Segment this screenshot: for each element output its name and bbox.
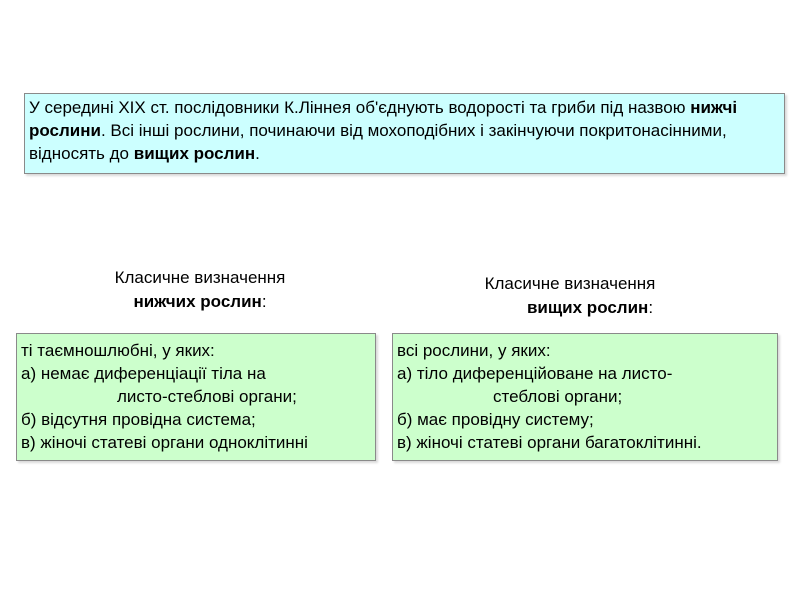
lower-heading-line2 (60, 290, 340, 314)
higher-heading-line1: Класичне визначення (484, 274, 656, 293)
higher-plants-heading (430, 272, 710, 320)
term-lower-plants: нижчі рослини (29, 98, 738, 140)
intro-text-part3: . (255, 144, 260, 163)
higher-definition-line: в) жіночі статеві органи багатоклітинні. (397, 433, 702, 452)
intro-text-box (24, 93, 785, 174)
higher-heading-line2 (430, 296, 710, 320)
lower-plants-heading (60, 266, 340, 314)
lower-definition-line: ті таємношлюбні, у яких: (21, 341, 215, 360)
higher-heading-colon: : (648, 298, 654, 317)
lower-definition-line: б) відсутня провідна система; (21, 410, 256, 429)
higher-heading-term: вищих рослин (526, 298, 649, 317)
lower-heading-colon: : (261, 292, 267, 311)
higher-plants-definition-box (392, 333, 778, 461)
intro-text-part1: У середині XIX ст. послідовники К.Ліннея об'єднують водорості та гриби під назвою (29, 98, 691, 117)
higher-definition-line: а) тіло диференційоване на листо- (397, 364, 673, 383)
higher-definition-line: б) має провідну систему; (397, 410, 594, 429)
higher-definition-line: всі рослини, у яких: (397, 341, 551, 360)
lower-definition-line: в) жіночі статеві органи одноклітинні (21, 433, 308, 452)
lower-definition-line: листо-стеблові органи; (117, 387, 297, 406)
lower-heading-term: нижчих рослин (133, 292, 262, 311)
intro-text-part2: . Всі інші рослини, починаючи від мохоподібних і закінчуючи покритонасінними, відносять до (29, 121, 727, 163)
lower-definition-line: а) немає диференціації тіла на (21, 364, 266, 383)
term-higher-plants: вищих рослин (133, 144, 256, 163)
lower-plants-definition-box (16, 333, 376, 461)
lower-heading-line1: Класичне визначення (114, 268, 286, 287)
higher-definition-line: стеблові органи; (493, 387, 623, 406)
